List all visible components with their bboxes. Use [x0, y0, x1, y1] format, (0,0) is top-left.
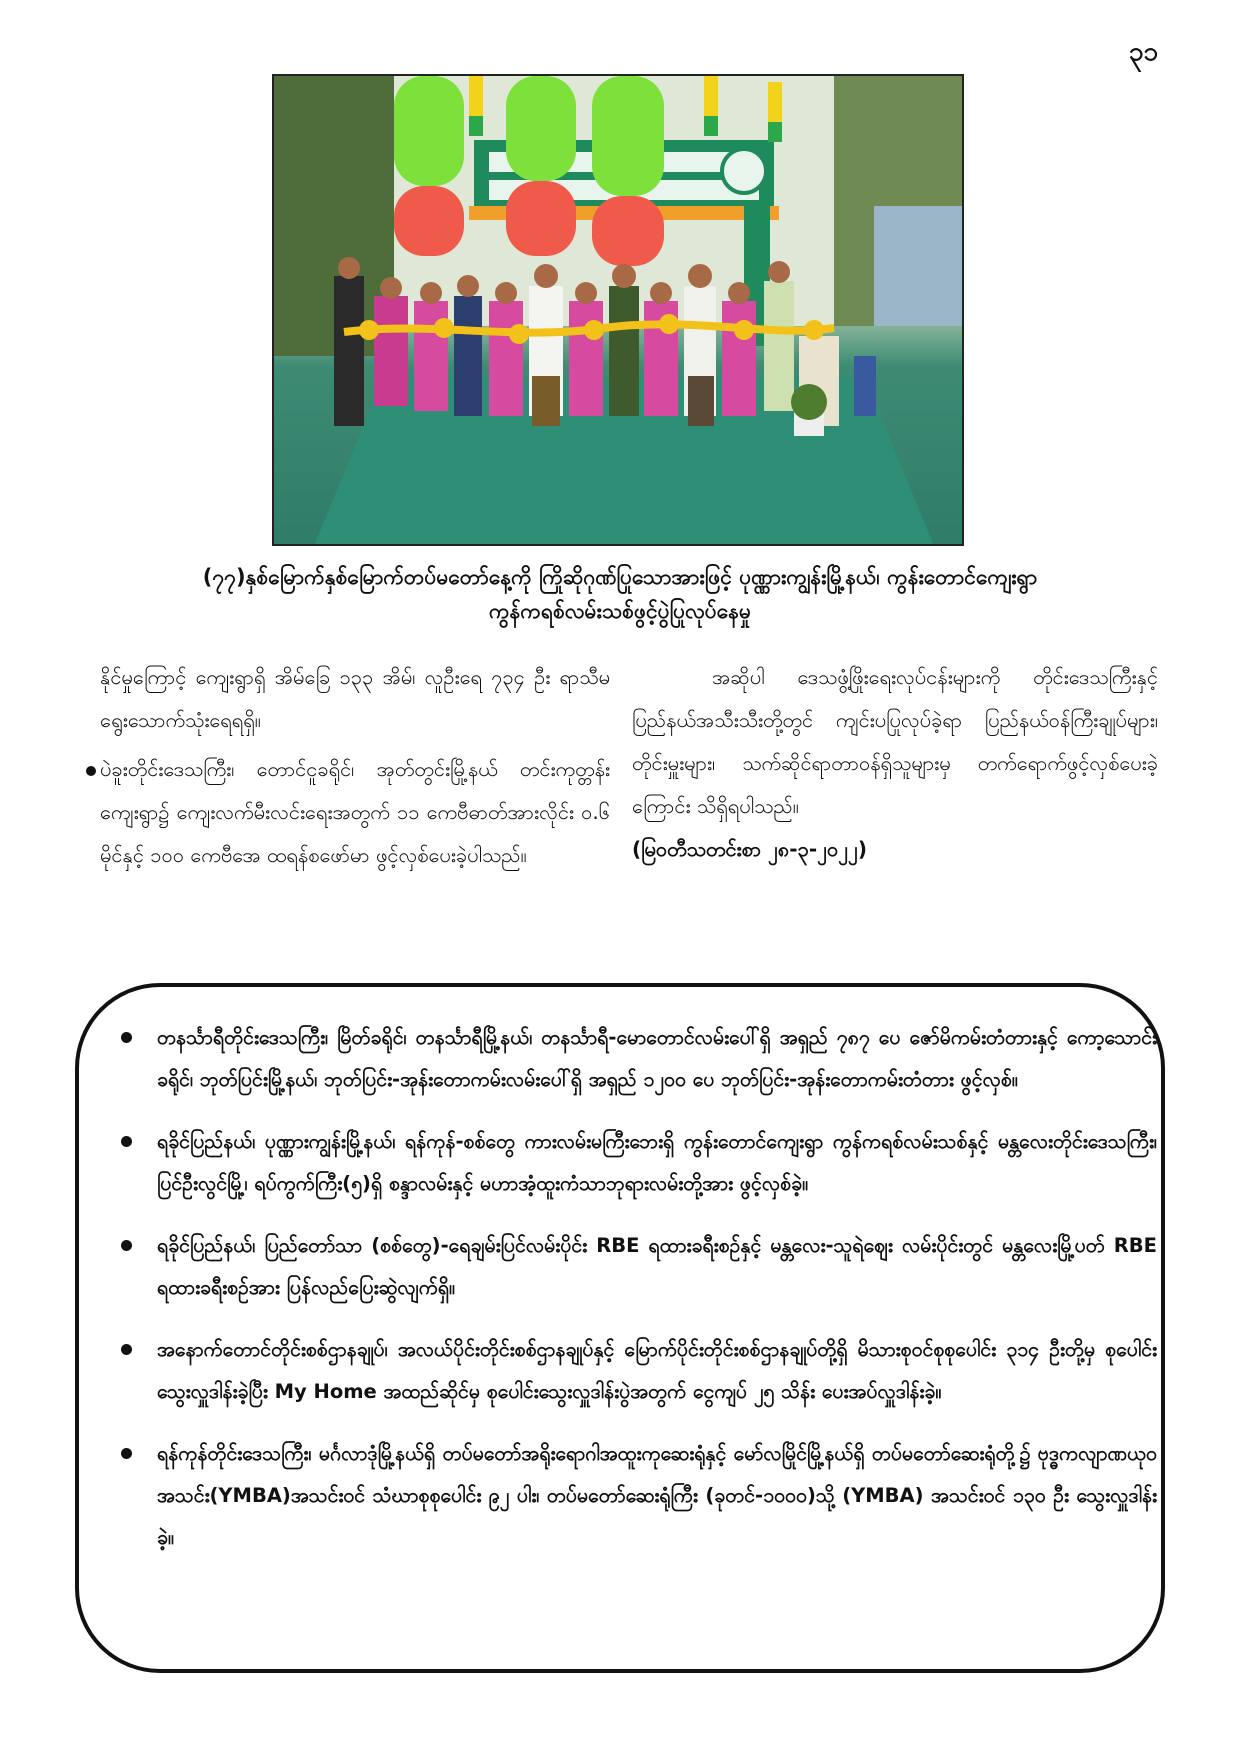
- list-item: [157, 1121, 1157, 1205]
- list-item: [157, 1017, 1157, 1101]
- list-item-text: အနောက်တောင်တိုင်းစစ်ဌာနချုပ်၊ အလယ်ပိုင်းတိုင်းစစ်ဌာနချုပ်နှင့် မြောက်ပိုင်းတိုင်းစစ်ဌာနချုပ်တို့ရှိ မိသားစုဝင်စုစုပေါင်း ၃၁၄ ဦးတို့မှ စုပေါင်းသွေးလှူဒါန်းခဲ့ပြီး My Home အထည်ဆိုင်မှ စုပေါင်းသွေးလှူဒါန်းပွဲအတွက် ငွေကျပ် ၂၅ သိန်း ပေးအပ်လှူဒါန်းခဲ့။: [157, 1338, 1157, 1403]
- news-summary-list: [157, 1017, 1157, 1579]
- ceremony-photo: [272, 74, 964, 546]
- page-number: ၃၁: [1128, 37, 1158, 67]
- left-column: [100, 656, 610, 877]
- list-item: [157, 1329, 1157, 1413]
- right-column: [632, 656, 1158, 871]
- bullet-icon: [121, 1344, 132, 1355]
- left-bullet-item: [100, 748, 610, 877]
- news-summary-box: [75, 983, 1165, 1673]
- bullet-icon: [121, 1240, 132, 1251]
- list-item-text: ရခိုင်ပြည်နယ်၊ ပုဏ္ဏားကျွန်းမြို့နယ်၊ ရန်ကုန်-စစ်တွေ ကားလမ်းမကြီးဘေးရှိ ကွန်းတောင်ကျေးရွာ ကွန်ကရစ်လမ်းသစ်နှင့် မန္တလေးတိုင်းဒေသကြီး၊ ပြင်ဦးလွင်မြို့၊ ရပ်ကွက်ကြီး(၅)ရှိ စန္ဒာလမ်းနှင့် မဟာအံ့ထူးကံသာဘုရားလမ်းတို့အား ဖွင့်လှစ်ခဲ့။: [157, 1130, 1157, 1195]
- ceremony-photo-illustration: [274, 76, 962, 544]
- list-item-text: ရန်ကုန်တိုင်းဒေသကြီး၊ မင်္ဂလာဒုံမြို့နယ်ရှိ တပ်မတော်အရိုးရောဂါအထူးကုဆေးရုံနှင့် မော်လမြိုင်မြို့နယ်ရှိ တပ်မတော်ဆေးရုံတို့၌ ဗုဒ္ဓကလျာဏယုဝအသင်း(YMBA)အသင်းဝင် သံဃာစုစုပေါင်း ၉၂ ပါး၊ တပ်မတော်ဆေးရုံကြီး (ခုတင်-၁၀၀၀)သို့ (YMBA) အသင်းဝင် ၁၃၀ ဦး သွေးလှူဒါန်းခဲ့။: [157, 1442, 1157, 1549]
- bullet-icon: [86, 766, 96, 776]
- left-bullet-text: ပဲခူးတိုင်းဒေသကြီး၊ တောင်ငူခရိုင်၊ အုတ်တွင်းမြို့နယ် တင်းကုတ္တန်းကျေးရွာ၌ ကျေးလက်မီးလင်းရေးအတွက် ၁၁ ကေဗီဓာတ်အားလိုင်း ၀.၆ မိုင်နှင့် ၁၀၀ ကေဗီအေ ထရန်စဖော်မာ ဖွင့်လှစ်ပေးခဲ့ပါသည်။: [100, 757, 610, 867]
- right-paragraph: အဆိုပါ ဒေသဖွံ့ဖြိုးရေးလုပ်ငန်းများကို တိုင်းဒေသကြီးနှင့် ပြည်နယ်အသီးသီးတို့တွင် ကျင်းပပြုလုပ်ခဲ့ရာ ပြည်နယ်ဝန်ကြီးချုပ်များ၊ တိုင်းမှူးများ၊ သက်ဆိုင်ရာတာဝန်ရှိသူများမှ တက်ရောက်ဖွင့်လှစ်ပေးခဲ့ကြောင်း သိရှိရပါသည်။: [632, 665, 1158, 818]
- source-citation: (မြဝတီသတင်းစာ ၂၈-၃-၂၀၂၂): [632, 837, 868, 861]
- left-paragraph: နိုင်မှုကြောင့် ကျေးရွာရှိ အိမ်ခြေ ၁၃၃ အိမ်၊ လူဦးရေ ၇၃၄ ဦး ရာသီမရွေးသောက်သုံးရေရရှိ။: [100, 665, 610, 732]
- list-item-text: ရခိုင်ပြည်နယ်၊ ပြည်တော်သာ (စစ်တွေ)-ရေချမ်းပြင်လမ်းပိုင်း RBE ရထားခရီးစဉ်နှင့် မန္တလေး-သူရဲဈေး လမ်းပိုင်းတွင် မန္တလေးမြို့ပတ် RBE ရထားခရီးစဉ်အား ပြန်လည်ပြေးဆွဲလျက်ရှိ။: [157, 1234, 1157, 1299]
- photo-caption: [60, 560, 1180, 628]
- list-item: [157, 1225, 1157, 1309]
- bullet-icon: [121, 1032, 132, 1043]
- bullet-icon: [121, 1136, 132, 1147]
- list-item-text: တနင်္သာရီတိုင်းဒေသကြီး၊ မြိတ်ခရိုင်၊ တနင်္သာရီမြို့နယ်၊ တနင်္သာရီ-မောတောင်လမ်းပေါ်ရှိ အရှည် ၇၈၇ ပေ ဇော်မိကမ်းတံတားနှင့် ကော့သောင်းခရိုင်၊ ဘုတ်ပြင်းမြို့နယ်၊ ဘုတ်ပြင်း-အုန်းတောကမ်းလမ်းပေါ်ရှိ အရှည် ၁၂၀၀ ပေ ဘုတ်ပြင်း-အုန်းတောကမ်းတံတား ဖွင့်လှစ်။: [157, 1026, 1157, 1091]
- list-item: [157, 1433, 1157, 1559]
- caption-line-2: ကွန်ကရစ်လမ်းသစ်ဖွင့်ပွဲပြုလုပ်နေမှု: [488, 599, 752, 623]
- caption-line-1: (၇၇)နှစ်မြောက်နှစ်မြောက်တပ်မတော်နေ့ကို ကြိုဆိုဂုဏ်ပြုသောအားဖြင့် ပုဏ္ဏားကျွန်းမြို့နယ်၊ ကွန်းတောင်ကျေးရွာ: [202, 565, 1038, 589]
- bullet-icon: [121, 1448, 132, 1459]
